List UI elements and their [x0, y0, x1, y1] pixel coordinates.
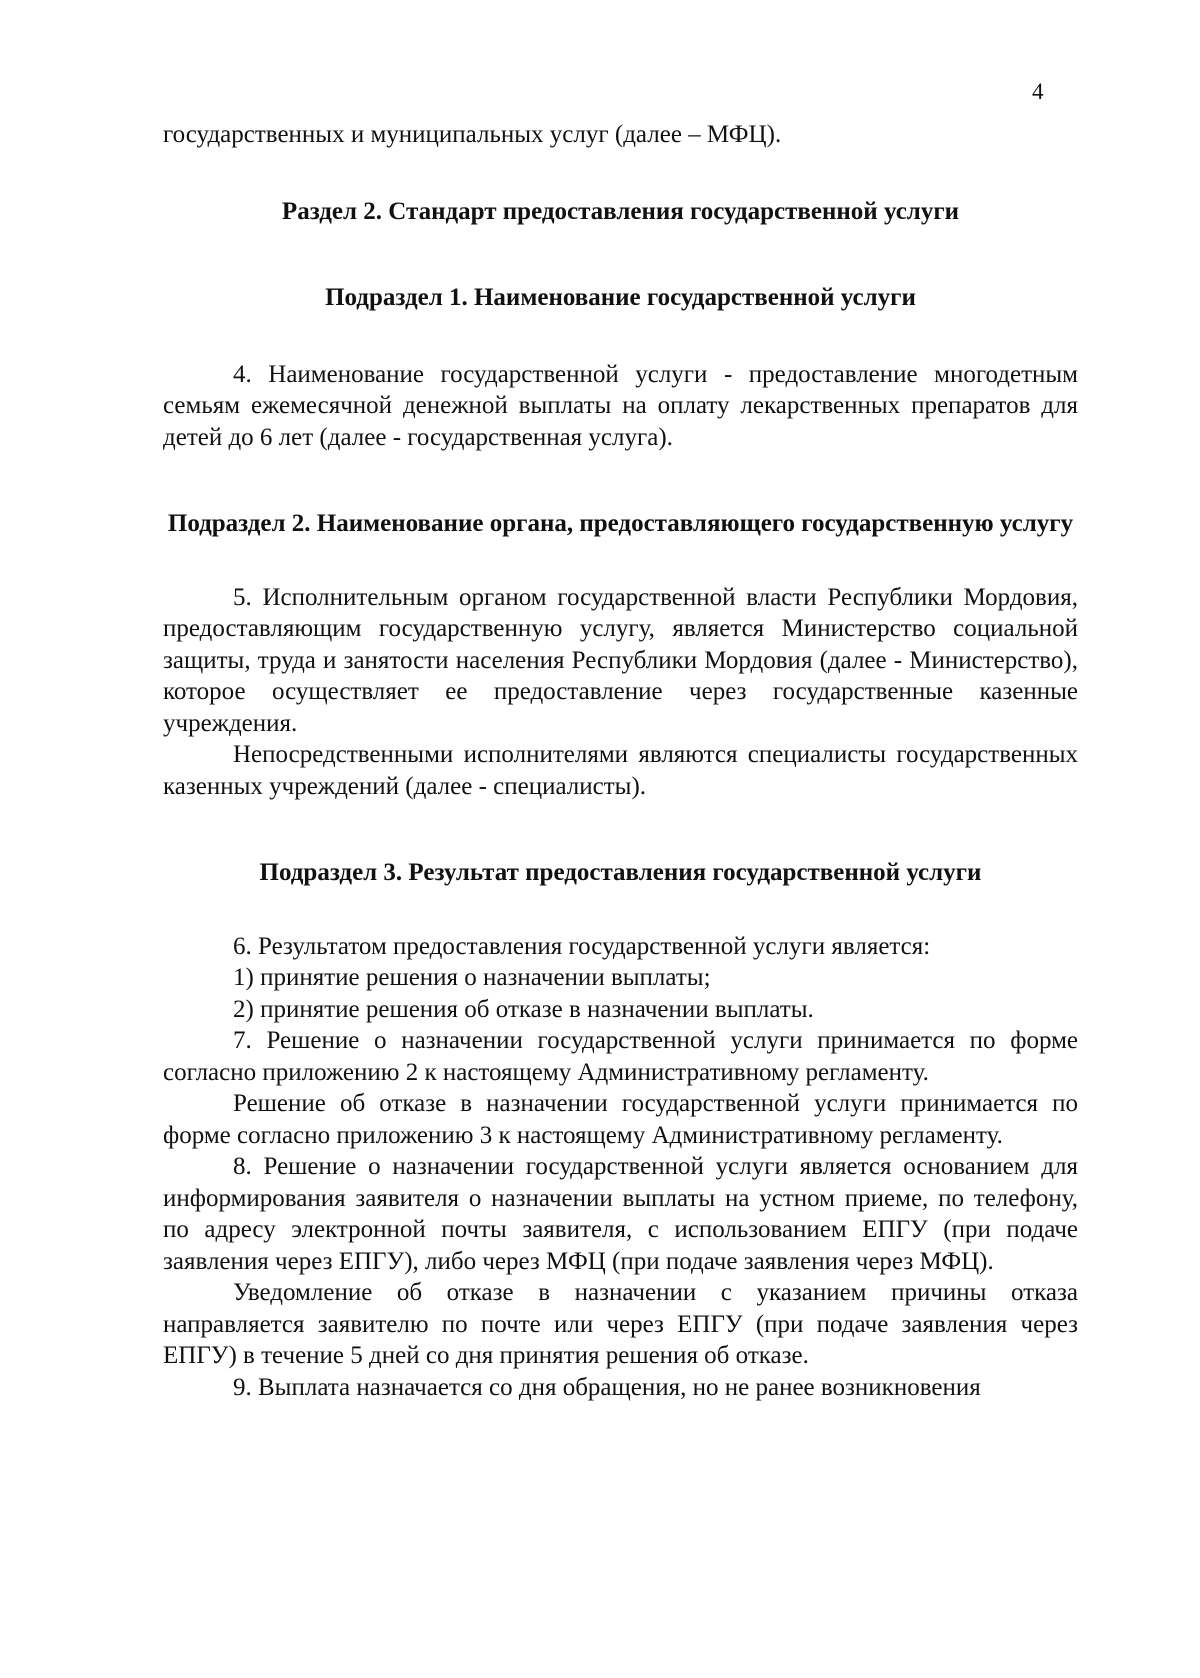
- subsection-1-title: Подраздел 1. Наименование государственной услуги: [325, 284, 916, 311]
- paragraph-5: 5. Исполнительным органом государственной власти Республики Мордовия, предоставляющим государственную услугу, является Министерство социальной защиты, труда и занятости населения Республики Мордовия (далее - Министерство), которое осуществляет ее предоставление через государственные казенные учреждения.: [163, 583, 1078, 737]
- continuation-line: государственных и муниципальных услуг (далее – МФЦ).: [163, 121, 782, 148]
- subsection-3-title: Подраздел 3. Результат предоставления государственной услуги: [259, 859, 982, 886]
- paragraph-7: 7. Решение о назначении государственной услуги принимается по форме согласно приложению 2 к настоящему Административному регламенту.: [163, 1027, 1078, 1086]
- section-title: Раздел 2. Стандарт предоставления государственной услуги: [281, 197, 960, 225]
- paragraph-6: 6. Результатом предоставления государственной услуги является:: [233, 932, 931, 960]
- paragraph-9: 9. Выплата назначается со дня обращения, но не ранее возникновения: [233, 1373, 981, 1401]
- page-content: [163, 119, 1078, 1403]
- paragraph-4: 4. Наименование государственной услуги - предоставление многодетным семьям ежемесячной денежной выплаты на оплату лекарственных препаратов для детей до 6 лет (далее - государственная услуга).: [163, 360, 1078, 451]
- page-number: 4: [1032, 79, 1044, 104]
- paragraph-6-item-2: 2) принятие решения об отказе в назначении выплаты.: [233, 995, 814, 1023]
- subsection-2-title: Подраздел 2. Наименование органа, предоставляющего государственную услугу: [167, 510, 1074, 537]
- paragraph-5b: Непосредственными исполнителями являются специалисты государственных казенных учреждений (далее - специалисты).: [163, 741, 1078, 800]
- paragraph-7b: Решение об отказе в назначении государственной услуги принимается по форме согласно приложению 3 к настоящему Административному регламенту.: [163, 1090, 1078, 1149]
- paragraph-8b: Уведомление об отказе в назначении с указанием причины отказа направляется заявителю по почте или через ЕПГУ (при подаче заявления через ЕПГУ) в течение 5 дней со дня принятия решения об отказе.: [163, 1279, 1078, 1369]
- paragraph-8: 8. Решение о назначении государственной услуги является основанием для информирования заявителя о назначении выплаты на устном приеме, по телефону, по адресу электронной почты заявителя, с использованием ЕПГУ (при подаче заявления через ЕПГУ), либо через МФЦ (при подаче заявления через МФЦ).: [163, 1153, 1078, 1275]
- paragraph-6-item-1: 1) принятие решения о назначении выплаты;: [233, 964, 711, 991]
